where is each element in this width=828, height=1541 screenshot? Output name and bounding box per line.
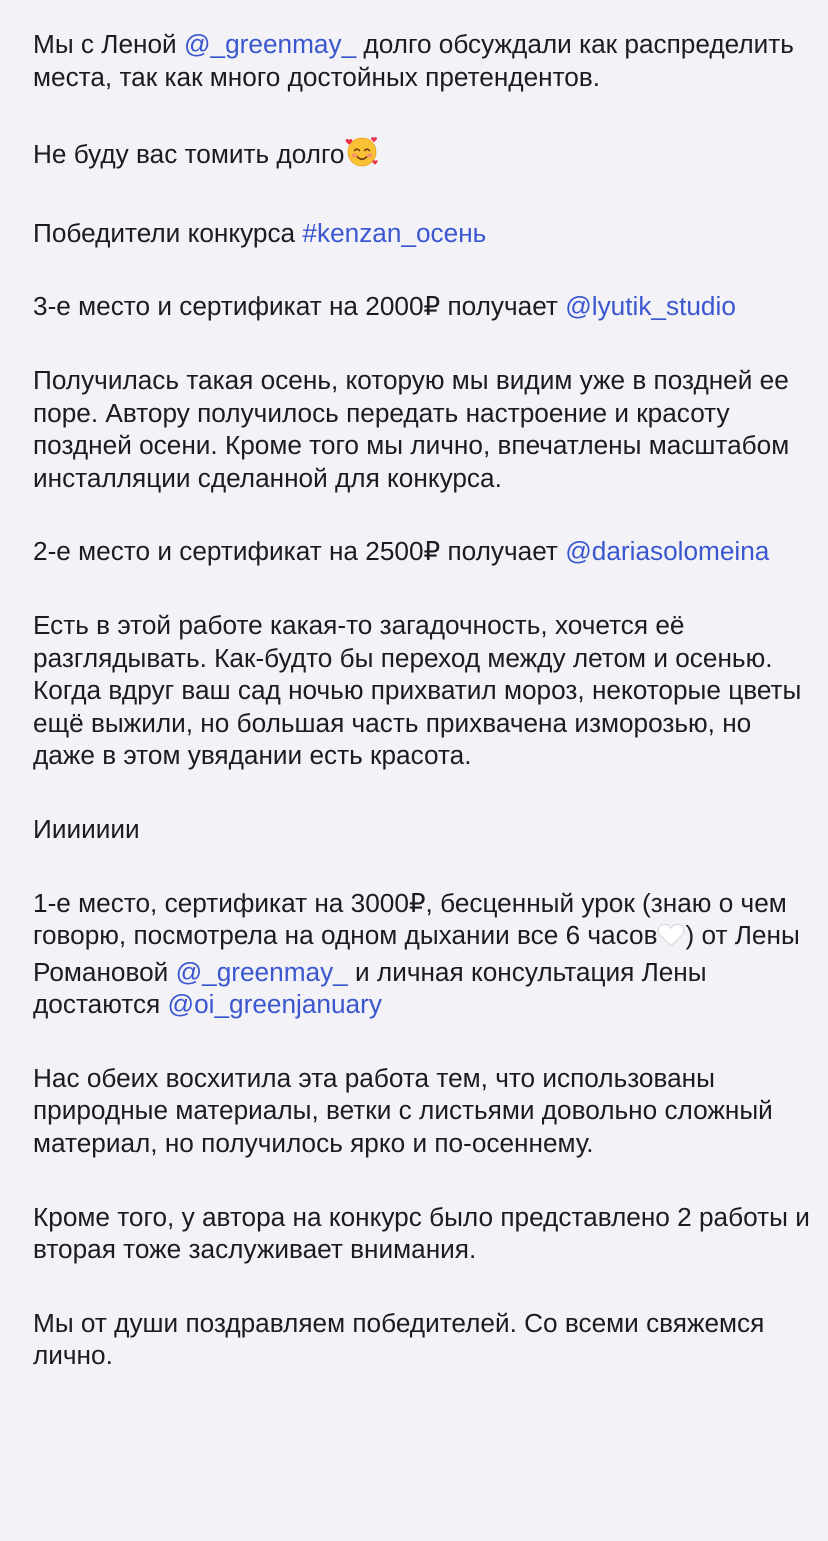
white-heart-icon: [657, 922, 685, 956]
smiling-face-with-hearts-icon: [345, 134, 379, 176]
paragraph-second-place: [33, 535, 813, 568]
paragraph-congratulations: [33, 1307, 813, 1372]
mention-dariasolomeina[interactable]: @dariasolomeina: [565, 536, 770, 567]
paragraph-third-place-review: [33, 364, 813, 494]
text: и личная консультация Лены достаются: [33, 956, 707, 1020]
text: 2-е место и сертификат на 2500₽ получает: [33, 536, 566, 567]
text: Иииииии: [33, 813, 140, 844]
paragraph-second-work-note: [33, 1201, 813, 1266]
mention-greenmay[interactable]: @_greenmay_: [183, 29, 357, 59]
paragraph-first-place-review: [33, 1062, 813, 1160]
paragraph-suspense: [33, 813, 813, 846]
text: Мы с Леной: [33, 29, 184, 59]
paragraph-teaser: [33, 134, 813, 176]
paragraph-winners-title: [33, 217, 813, 250]
post-text: [33, 28, 813, 1413]
text: 3-е место и сертификат на 2000₽ получает: [33, 291, 566, 322]
hashtag-kenzan-osen[interactable]: #kenzan_осень: [302, 217, 487, 248]
paragraph-intro: [33, 28, 813, 93]
text: Мы от души поздравляем победителей. Со всеми свяжемся лично.: [33, 1307, 765, 1371]
text: Не буду вас томить долго: [33, 139, 345, 170]
mention-greenmay[interactable]: @_greenmay_: [175, 956, 348, 987]
text: Победители конкурса: [33, 217, 303, 248]
mention-oi-greenjanuary[interactable]: @oi_greenjanuary: [167, 989, 382, 1020]
mention-lyutik-studio[interactable]: @lyutik_studio: [565, 291, 736, 322]
text: долго обсуждали как распределить места, так как много достойных претендентов.: [33, 29, 794, 92]
text: Получилась такая осень, которую мы видим уже в поздней ее поре. Автору получилось передать настроение и красоту поздней осени. Кроме того мы лично, впечатлены масштабом инсталляции сделанной для конкурса.: [33, 364, 790, 493]
paragraph-first-place: [33, 887, 813, 1021]
text: Кроме того, у автора на конкурс было представлено 2 работы и вторая тоже заслуживает внимания.: [33, 1201, 810, 1265]
text: 1-е место, сертификат на 3000₽, бесценный урок (знаю о чем говорю, посмотрела на одном дыхании все 6 часов: [33, 887, 787, 951]
text: ) от Лены Романовой: [33, 920, 800, 987]
text: Нас обеих восхитила эта работа тем, что использованы природные материалы, ветки с листьями довольно сложный материал, но получилось ярко и по-осеннему.: [33, 1062, 773, 1159]
paragraph-third-place: [33, 290, 813, 323]
text: Есть в этой работе какая-то загадочность, хочется её разглядывать. Как-будто бы переход между летом и осенью. Когда вдруг ваш сад ночью прихватил мороз, некоторые цветы ещё выжили, но большая часть прихвачена изморозью, но даже в этом увядании есть красота.: [33, 609, 802, 771]
paragraph-second-place-review: [33, 609, 813, 772]
